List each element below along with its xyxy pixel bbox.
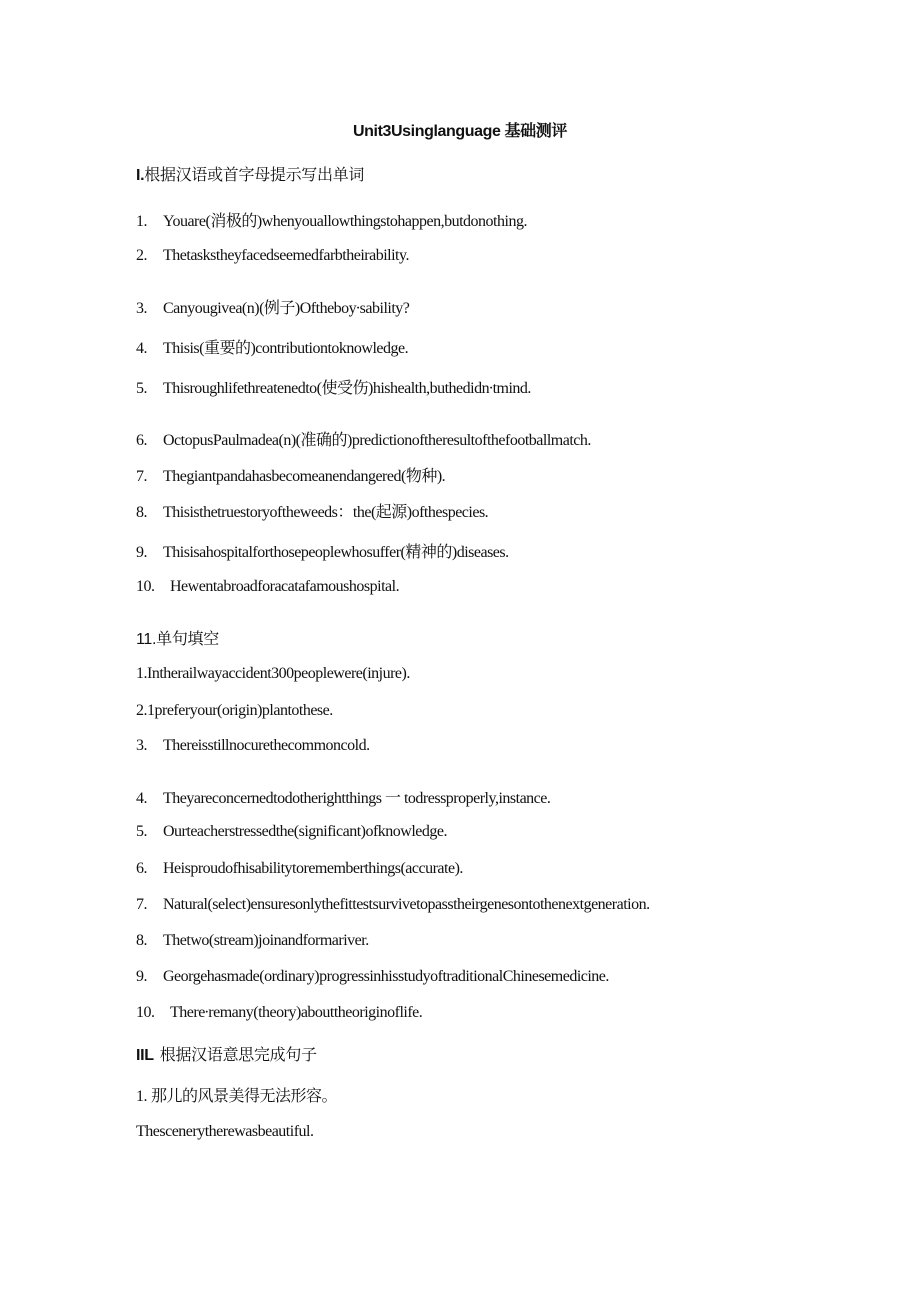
section-3-heading — [136, 1042, 317, 1065]
item-text: Theyareconcernedtodotherightthings 一 todressproperly,instance. — [163, 790, 551, 807]
section-1-item-7 — [136, 463, 445, 486]
section-1-number: I. — [136, 167, 145, 184]
section-2-item-2 — [136, 702, 333, 720]
section-1-item-2 — [136, 247, 409, 265]
section-3-item-1 — [136, 1083, 337, 1106]
item-text: Thisis(重要的)contributiontoknowledge. — [163, 340, 409, 357]
section-2-item-7 — [136, 896, 650, 914]
section-1-item-4 — [136, 335, 408, 358]
section-2-title: 单句填空 — [156, 631, 219, 648]
section-2-item-8 — [136, 932, 369, 950]
item-text: Thetaskstheyfacedseemedfarbtheirability. — [163, 247, 409, 264]
section-2-item-10 — [136, 1004, 422, 1022]
section-2-heading — [136, 626, 219, 649]
item-text: Georgehasmade(ordinary)progressinhisstudyoftraditionalChinesemedicine. — [163, 968, 609, 985]
section-3-title: 根据汉语意思完成句子 — [159, 1047, 317, 1064]
section-1-title: 根据汉语或首字母提示写出单词 — [144, 167, 365, 184]
section-2-item-5 — [136, 823, 447, 841]
item-text: Thereisstillnocurethecommoncold. — [163, 737, 370, 754]
item-text: OctopusPaulmadea(n)(准确的)predictionoftheresultofthefootballmatch. — [163, 432, 591, 449]
item-text: Canyougivea(n)(例子)Oftheboy∙sability? — [163, 300, 410, 317]
item-text: Intherailwayaccident300peoplewere(injure). — [147, 665, 410, 682]
item-text: Thegiantpandahasbecomeanendangered(物种). — [163, 468, 446, 485]
item-text: 1preferyour(origin)plantothese. — [147, 702, 333, 719]
section-2-number: 11. — [136, 631, 157, 648]
document-title: Unit3Usinglanguage 基础测评 — [353, 123, 567, 140]
section-2-item-4 — [136, 785, 550, 808]
item-number: 8. — [136, 932, 147, 949]
item-text: 那儿的风景美得无法形容。 — [151, 1088, 338, 1105]
section-1-item-6 — [136, 427, 591, 450]
item-text: Heisproudofhisabilitytorememberthings(accurate). — [163, 860, 463, 877]
item-number: 2. — [136, 247, 147, 264]
item-text: Thescenerytherewasbeautiful. — [136, 1123, 314, 1140]
item-number: 10. — [136, 578, 155, 595]
item-text: Ourteacherstressedthe(significant)ofknowledge. — [163, 823, 447, 840]
item-text: Thisisthetruestoryoftheweeds：the(起源)ofthespecies. — [163, 504, 489, 521]
section-1-item-5 — [136, 375, 531, 398]
item-number: 1. — [136, 1088, 147, 1105]
item-number: 3. — [136, 300, 147, 317]
item-number: 7. — [136, 468, 147, 485]
section-2-item-1 — [136, 665, 410, 683]
item-number: 1. — [136, 213, 147, 230]
section-1-item-9 — [136, 539, 509, 562]
item-number: 3. — [136, 737, 147, 754]
item-number: 4. — [136, 340, 147, 357]
item-number: 9. — [136, 544, 147, 561]
section-1-item-1 — [136, 208, 527, 231]
section-1-heading — [136, 162, 364, 185]
item-text: Natural(select)ensuresonlythefittestsurvivetopasstheirgenesontothenextgeneration. — [163, 896, 650, 913]
item-number: 1. — [136, 665, 147, 682]
section-2-item-3 — [136, 737, 370, 755]
section-3-number: IIL — [136, 1047, 154, 1064]
item-text: Thetwo(stream)joinandformariver. — [163, 932, 369, 949]
item-number: 4. — [136, 790, 147, 807]
item-number: 7. — [136, 896, 147, 913]
item-number: 10. — [136, 1004, 155, 1021]
item-text: There∙remany(theory)abouttheoriginoflife. — [170, 1004, 423, 1021]
item-number: 5. — [136, 380, 147, 397]
item-text: Youare(消极的)whenyouallowthingstohappen,butdonothing. — [163, 213, 527, 230]
item-number: 9. — [136, 968, 147, 985]
section-1-item-10 — [136, 578, 399, 596]
item-number: 5. — [136, 823, 147, 840]
section-2-item-6 — [136, 860, 463, 878]
item-number: 6. — [136, 860, 147, 877]
item-number: 8. — [136, 504, 147, 521]
item-number: 2. — [136, 702, 147, 719]
section-2-item-9 — [136, 968, 609, 986]
section-1-item-8 — [136, 499, 488, 522]
section-1-item-3 — [136, 295, 409, 318]
item-text: Thisisahospitalforthosepeoplewhosuffer(精神的)diseases. — [163, 544, 509, 561]
item-text: Thisroughlifethreatenedto(使受伤)hishealth,buthedidn∙tmind. — [163, 380, 531, 397]
item-number: 6. — [136, 432, 147, 449]
item-text: Hewentabroadforacatafamoushospital. — [170, 578, 400, 595]
section-3-answer-line — [136, 1123, 313, 1141]
